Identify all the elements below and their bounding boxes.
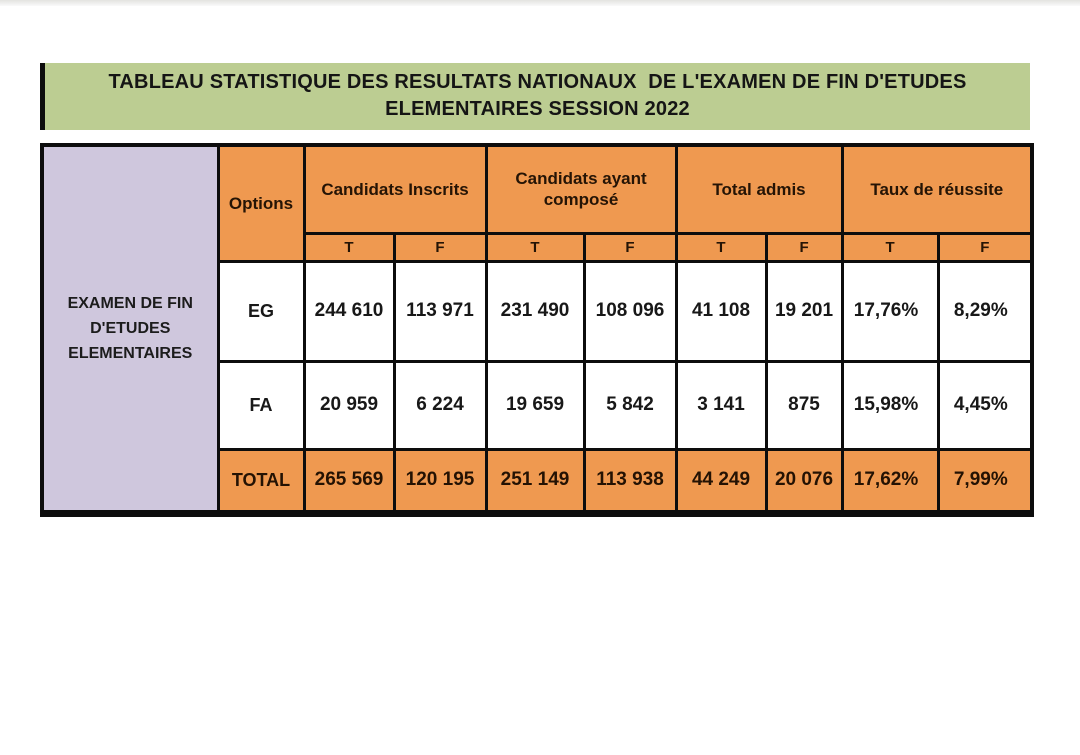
fa-taux-f: 4,45%: [938, 361, 1032, 449]
column-header-total-admis: Total admis: [676, 145, 842, 233]
fa-compose-t: 19 659: [486, 361, 584, 449]
column-header-candidats-ayant-compose: Candidats ayant composé: [486, 145, 676, 233]
row-label-eg: EG: [218, 261, 304, 361]
column-header-taux-de-reussite: Taux de réussite: [842, 145, 1032, 233]
eg-taux-f: 8,29%: [938, 261, 1032, 361]
total-taux-t: 17,62%: [842, 449, 938, 513]
total-inscrits-t: 265 569: [304, 449, 394, 513]
column-header-candidats-inscrits: Candidats Inscrits: [304, 145, 486, 233]
subheader-taux-t: T: [842, 233, 938, 261]
exam-label-cell: [42, 145, 218, 513]
exam-label-line-3: ELEMENTAIRES: [68, 344, 193, 362]
total-compose-f: 113 938: [584, 449, 676, 513]
scan-edge-strip: [0, 0, 1080, 6]
fa-inscrits-t: 20 959: [304, 361, 394, 449]
subheader-inscrits-t: T: [304, 233, 394, 261]
row-label-total: TOTAL: [218, 449, 304, 513]
fa-taux-t: 15,98%: [842, 361, 938, 449]
total-admis-t: 44 249: [676, 449, 766, 513]
eg-compose-t: 231 490: [486, 261, 584, 361]
fa-inscrits-f: 6 224: [394, 361, 486, 449]
eg-admis-f: 19 201: [766, 261, 842, 361]
results-table: [40, 143, 1034, 517]
subheader-admis-f: F: [766, 233, 842, 261]
total-inscrits-f: 120 195: [394, 449, 486, 513]
page-title: [40, 63, 1030, 130]
subheader-taux-f: F: [938, 233, 1032, 261]
subheader-compose-t: T: [486, 233, 584, 261]
total-taux-f: 7,99%: [938, 449, 1032, 513]
column-header-options: Options: [218, 145, 304, 261]
exam-label-line-1: EXAMEN DE FIN: [67, 294, 193, 312]
group-header-row: [42, 145, 1032, 233]
subheader-compose-f: F: [584, 233, 676, 261]
eg-inscrits-t: 244 610: [304, 261, 394, 361]
eg-admis-t: 41 108: [676, 261, 766, 361]
eg-compose-f: 108 096: [584, 261, 676, 361]
exam-label-line-2: D'ETUDES: [90, 319, 171, 337]
fa-admis-f: 875: [766, 361, 842, 449]
eg-inscrits-f: 113 971: [394, 261, 486, 361]
row-label-fa: FA: [218, 361, 304, 449]
total-compose-t: 251 149: [486, 449, 584, 513]
total-admis-f: 20 076: [766, 449, 842, 513]
title-line-2: ELEMENTAIRES SESSION 2022: [385, 98, 690, 120]
fa-admis-t: 3 141: [676, 361, 766, 449]
subheader-admis-t: T: [676, 233, 766, 261]
eg-taux-t: 17,76%: [842, 261, 938, 361]
title-line-1: TABLEAU STATISTIQUE DES RESULTATS NATIONAUX DE L'EXAMEN DE FIN D'ETUDES: [108, 71, 967, 93]
fa-compose-f: 5 842: [584, 361, 676, 449]
subheader-inscrits-f: F: [394, 233, 486, 261]
